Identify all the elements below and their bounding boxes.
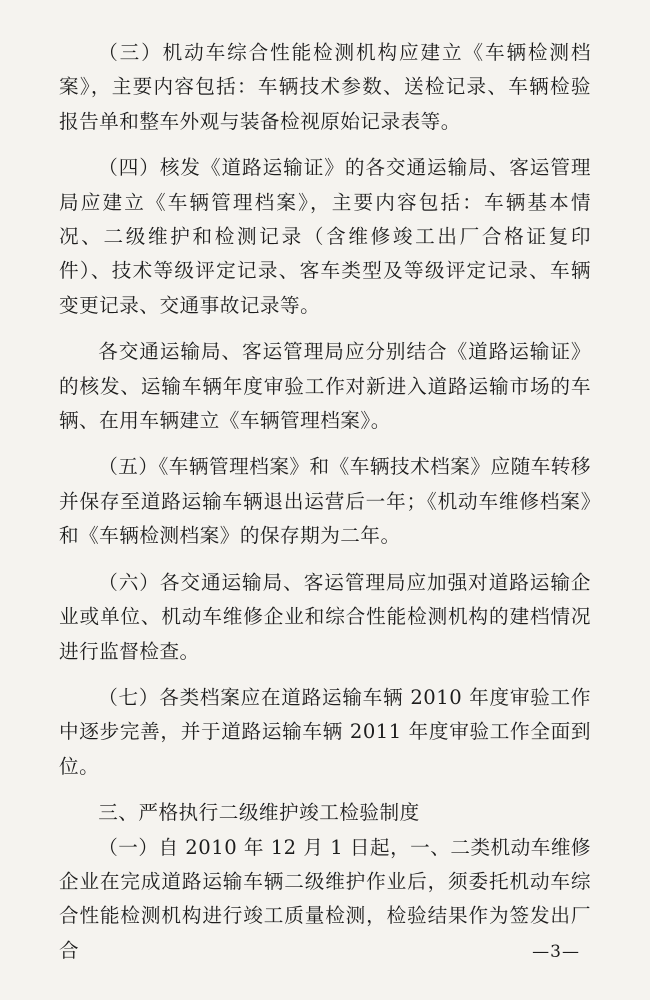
section-heading: 三、严格执行二级维护竣工检验制度: [98, 801, 420, 825]
paragraph-7: （七）各类档案应在道路运输车辆 2010 年度审验工作中逐步完善，并于道路运输车辆 2011 年度审验工作全面到位。: [59, 685, 591, 778]
paragraph-6: （六）各交通运输局、客运管理局应加强对道路运输企业或单位、机动车维修企业和综合性能检测机构的建档情况进行监督检查。: [59, 570, 591, 663]
paragraph-4: （四）核发《道路运输证》的各交通运输局、客运管理局应建立《车辆管理档案》，主要内容包括：车辆基本情况、二级维护和检测记录（含维修竣工出厂合格证复印件）、技术等级评定记录、客车类型及等级评定记录、车辆变更记录、交通事故记录等。: [59, 156, 591, 317]
page-number: —3—: [532, 942, 580, 962]
paragraph-5: （五）《车辆管理档案》和《车辆技术档案》应随车转移并保存至道路运输车辆退出运营后一年；《机动车维修档案》和《车辆检测档案》的保存期为二年。: [59, 455, 591, 548]
paragraph-archives: 各交通运输局、客运管理局应分别结合《道路运输证》的核发、运输车辆年度审验工作对新进入道路运输市场的车辆、在用车辆建立《车辆管理档案》。: [59, 340, 591, 433]
document-body: [59, 36, 591, 968]
paragraph-section3-1: （一）自 2010 年 12 月 1 日起，一、二类机动车维修企业在完成道路运输车辆二级维护作业后，须委托机动车综合性能检测机构进行竣工质量检测，检验结果作为签发出厂合: [59, 835, 592, 962]
paragraph-3: （三）机动车综合性能检测机构应建立《车辆检测档案》，主要内容包括：车辆技术参数、送检记录、车辆检验报告单和整车外观与装备检视原始记录表等。: [59, 41, 591, 133]
